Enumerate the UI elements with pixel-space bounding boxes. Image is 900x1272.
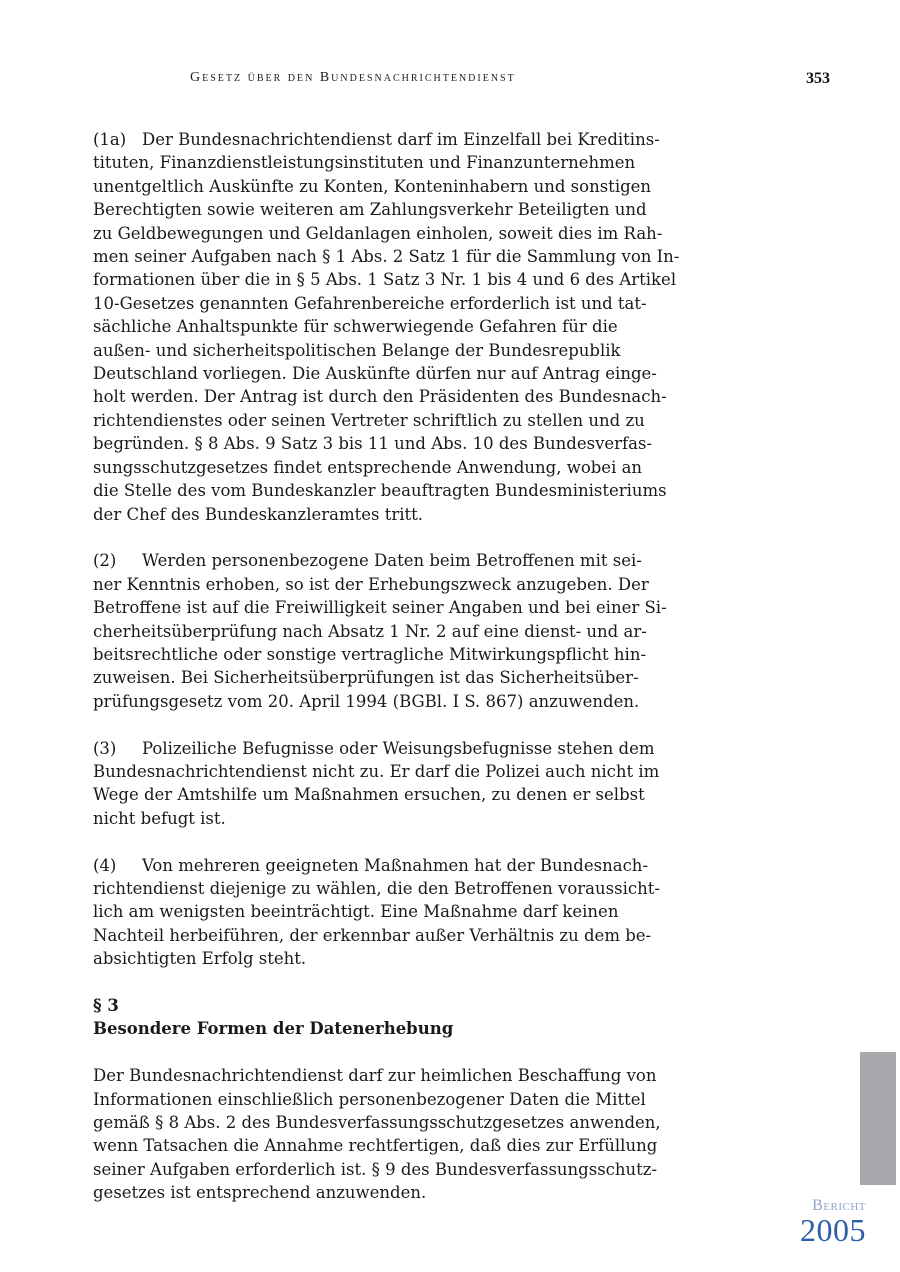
paragraph-4 bbox=[93, 854, 663, 971]
text-line: beitsrechtliche oder sonstige vertragliche Mitwirkungspflicht hin- bbox=[93, 644, 647, 664]
text-line: unentgeltlich Auskünfte zu Konten, Konteninhabern und sonstigen bbox=[93, 176, 652, 196]
text-line: zu Geldbewegungen und Geldanlagen einholen, soweit dies im Rah- bbox=[93, 223, 663, 243]
report-year: 2005 bbox=[800, 1212, 866, 1248]
page-number: 353 bbox=[806, 70, 830, 87]
text-line: ner Kenntnis erhoben, so ist der Erhebungszweck anzugeben. Der bbox=[93, 574, 649, 594]
text-line: absichtigten Erfolg steht. bbox=[93, 949, 307, 969]
section-title: Besondere Formen der Datenerhebung bbox=[93, 1019, 454, 1039]
text-line: gemäß § 8 Abs. 2 des Bundesverfassungsschutzgesetzes anwenden, bbox=[93, 1112, 661, 1132]
section-number: § 3 bbox=[93, 995, 119, 1015]
text-line: richtendienst diejenige zu wählen, die den Betroffenen voraussicht- bbox=[93, 878, 660, 898]
text-line: richtendienstes oder seinen Vertreter schriftlich zu stellen und zu bbox=[93, 410, 645, 430]
section-heading bbox=[93, 994, 663, 1041]
paragraph-number: (1a) bbox=[93, 130, 127, 149]
paragraph-2 bbox=[93, 549, 667, 713]
paragraph-number: (4) bbox=[93, 855, 117, 875]
text-line: (3) Polizeiliche Befugnisse oder Weisungsbefugnisse stehen dem bbox=[93, 737, 663, 760]
text-line: lich am wenigsten beeinträchtigt. Eine Maßnahme darf keinen bbox=[93, 902, 619, 922]
text-line: (2) Werden personenbezogene Daten beim Betroffenen mit sei- bbox=[93, 549, 663, 572]
paragraph-1a bbox=[93, 128, 680, 526]
text-line: prüfungsgesetz vom 20. April 1994 (BGBl. I S. 867) anzuwenden. bbox=[93, 691, 640, 711]
text-line: holt werden. Der Antrag ist durch den Präsidenten des Bundesnach- bbox=[93, 387, 667, 407]
text-line: tituten, Finanzdienstleistungsinstituten und Finanzunternehmen bbox=[93, 153, 636, 173]
running-title: Gesetz über den Bundesnachrichtendienst bbox=[190, 70, 516, 85]
text-line: der Chef des Bundeskanzleramtes tritt. bbox=[93, 504, 424, 524]
text-line: begründen. § 8 Abs. 9 Satz 3 bis 11 und Abs. 10 des Bundesverfas- bbox=[93, 434, 653, 454]
text-line: gesetzes ist entsprechend anzuwenden. bbox=[93, 1183, 427, 1203]
chapter-tab-marker bbox=[860, 1052, 896, 1185]
paragraph-number: (2) bbox=[93, 551, 117, 571]
text-line: wenn Tatsachen die Annahme rechtfertigen, daß dies zur Erfüllung bbox=[93, 1136, 658, 1156]
text-line: (1a) Der Bundesnachrichtendienst darf im Einzelfall bei Kreditins- bbox=[93, 128, 663, 151]
text-line: Nachteil herbeiführen, der erkennbar außer Verhältnis zu dem be- bbox=[93, 925, 652, 945]
text-line: formationen über die in § 5 Abs. 1 Satz 3 Nr. 1 bis 4 und 6 des Artikel bbox=[93, 270, 677, 290]
text-line: Informationen einschließlich personenbezogener Daten die Mittel bbox=[93, 1089, 646, 1109]
text-line: men seiner Aufgaben nach § 1 Abs. 2 Satz 1 für die Sammlung von In- bbox=[93, 247, 680, 267]
text-line: sungsschutzgesetzes findet entsprechende Anwendung, wobei an bbox=[93, 457, 643, 477]
text-line: Der Bundesnachrichtendienst darf zur heimlichen Beschaffung von bbox=[93, 1066, 657, 1086]
paragraph-3 bbox=[93, 737, 663, 831]
text-line: Betroffene ist auf die Freiwilligkeit seiner Angaben und bei einer Si- bbox=[93, 598, 667, 618]
text-line: die Stelle des vom Bundeskanzler beauftragten Bundesministeriums bbox=[93, 481, 667, 501]
text-line: nicht befugt ist. bbox=[93, 808, 226, 828]
text-line: Wege der Amtshilfe um Maßnahmen ersuchen, zu denen er selbst bbox=[93, 785, 645, 805]
text-line: cherheitsüberprüfung nach Absatz 1 Nr. 2 auf eine dienst- und ar- bbox=[93, 621, 647, 641]
text-line: Deutschland vorliegen. Die Auskünfte dürfen nur auf Antrag einge- bbox=[93, 364, 657, 384]
report-word: Bericht bbox=[812, 1197, 866, 1214]
text-line: zuweisen. Bei Sicherheitsüberprüfungen ist das Sicherheitsüber- bbox=[93, 668, 639, 688]
text-line: außen- und sicherheitspolitischen Belange der Bundesrepublik bbox=[93, 340, 621, 360]
text-line: (4) Von mehreren geeigneten Maßnahmen hat der Bundesnach- bbox=[93, 854, 663, 877]
report-logo bbox=[800, 1198, 866, 1246]
paragraph-number: (3) bbox=[93, 738, 117, 758]
text-line: Berechtigten sowie weiteren am Zahlungsverkehr Beteiligten und bbox=[93, 200, 647, 220]
text-line: seiner Aufgaben erforderlich ist. § 9 des Bundesverfassungsschutz- bbox=[93, 1159, 658, 1179]
text-line: 10-Gesetzes genannten Gefahrenbereiche erforderlich ist und tat- bbox=[93, 293, 647, 313]
section-paragraph bbox=[93, 1064, 663, 1204]
text-line: Bundesnachrichtendienst nicht zu. Er darf die Polizei auch nicht im bbox=[93, 761, 660, 781]
document-body bbox=[93, 128, 680, 1228]
text-line: sächliche Anhaltspunkte für schwerwiegende Gefahren für die bbox=[93, 317, 618, 337]
